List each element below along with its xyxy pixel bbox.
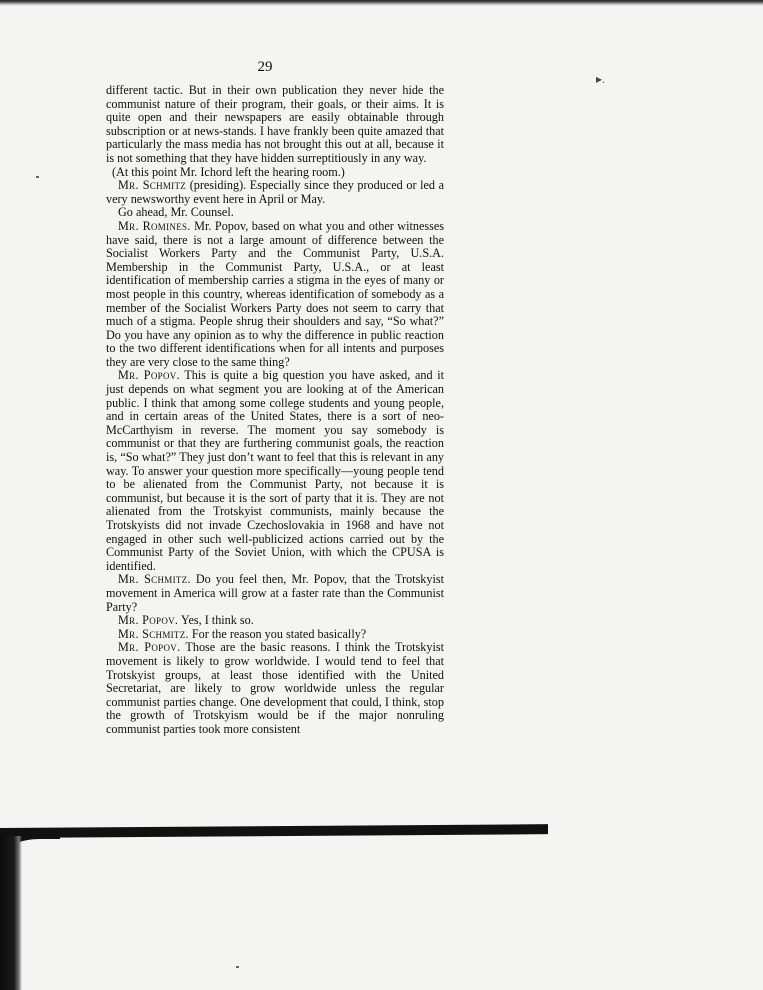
- paragraph: [106, 628, 444, 642]
- speaker-label: Mr. Schmitz.: [118, 626, 189, 641]
- paragraph-text: Mr. Popov, based on what you and other witnesses have said, there is not a large amount of difference between the Socialist Workers Party and the Communist Party, U.S.A. Membership in the Communist Party, U.S.A., or at least identification of membership carries a stigma in the eyes of many or most people in this country, whereas identification of somebody as a member of the Socialist Workers Party does not seem to carry that much of a stigma. People shrug their shoulders and say, “So what?” Do you have any opinion as to why the difference in public reaction to the two different identifications when for all intents and purposes they are very close to the same thing?: [106, 218, 444, 369]
- speaker-label: Mr. Romines.: [118, 218, 191, 233]
- speaker-label: Mr. Schmitz: [118, 178, 187, 193]
- speaker-label: Mr. Popov.: [118, 640, 181, 655]
- paragraph-text: This is quite a big question you have asked, and it just depends on what segment you are looking at of the American public. I think that among some college students and young people, and in certain areas of the United States, there is a sort of neo-McCarthyism in reverse. The moment you say somebody is communist or that they are furthering communist goals, the reaction is, “So what?” They just don’t want to feel that this is relevant in any way. To answer your question more specifically—young people tend to be alienated from the Communist Party, not because it is communist, but because it is the sort of party that it is. They are not alienated from the Trotskyist communists, mainly because the Trotskyists did not invade Czechoslovakia in 1968 and have not engaged in other such well-publicized actions carried out by the Communist Party of the Soviet Union, with which the CPUSA is identified.: [106, 368, 445, 573]
- scan-shadow-bar: [0, 824, 548, 838]
- speaker-label: Mr. Popov.: [118, 613, 179, 628]
- scan-edge-top: [0, 0, 763, 6]
- stray-mark: ▸.: [596, 72, 606, 86]
- paragraph: [106, 573, 444, 614]
- page-number: 29: [257, 59, 273, 75]
- paragraph-text: (At this point Mr. Ichord left the hearing room.): [112, 164, 345, 179]
- paragraph-text: Go ahead, Mr. Counsel.: [118, 205, 234, 220]
- paragraph: [106, 166, 444, 180]
- scan-shadow-edge: [0, 836, 22, 990]
- scan-speck: [36, 176, 39, 178]
- paragraph: [106, 614, 444, 628]
- paragraph-text: different tactic. But in their own publication they never hide the communist nature of their program, their goals, or their aims. It is quite open and their newspapers are easily obtainable through subscription or at news-stands. I have frankly been quite amazed that particularly the mass media has not brought this out at all, because it is not something that they have hidden surreptitiously in any way.: [106, 83, 444, 165]
- paragraph-text: (presiding). Especially since they produced or led a very newsworthy event here in April or May.: [106, 178, 445, 206]
- scan-speck: [236, 966, 239, 968]
- paragraph: [106, 641, 444, 736]
- paragraph: [106, 369, 444, 573]
- paragraph: [106, 220, 444, 370]
- paragraph: [106, 179, 444, 206]
- paragraph-text: For the reason you stated basically?: [191, 626, 367, 641]
- paragraph: [106, 84, 444, 166]
- transcript-text: [106, 84, 444, 737]
- paragraph-text: Those are the basic reasons. I think the Trotskyist movement is likely to grow worldwide. I would tend to feel that Trotskyist groups, at least those identified with the United Secretariat, are likely to grow worldwide unless the regular communist parties change. One development that could, I think, stop the growth of Trotskyism would be if the major nonruling communist parties took more consistent: [106, 640, 444, 736]
- paragraph-text: Do you feel then, Mr. Popov, that the Trotskyist movement in America will grow at a faster rate than the Communist Party?: [106, 572, 445, 614]
- paragraph-text: Yes, I think so.: [180, 613, 254, 628]
- paragraph: [106, 206, 444, 220]
- speaker-label: Mr. Schmitz.: [118, 572, 191, 587]
- speaker-label: Mr. Popov.: [118, 368, 180, 383]
